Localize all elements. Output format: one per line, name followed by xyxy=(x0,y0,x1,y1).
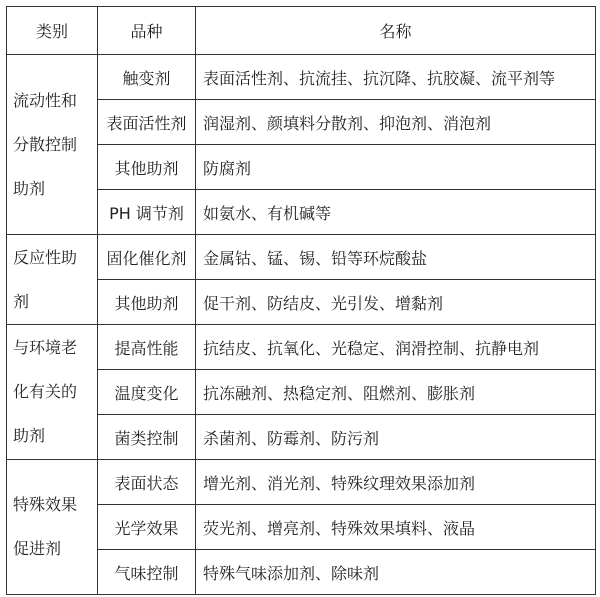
header-row xyxy=(7,7,596,55)
kind-cell: 触变剂 xyxy=(98,55,196,100)
name-cell: 促干剂、防结皮、光引发、增黏剂 xyxy=(196,280,596,325)
kind-cell: 表面状态 xyxy=(98,460,196,505)
kind-cell: 表面活性剂 xyxy=(98,100,196,145)
kind-cell: 光学效果 xyxy=(98,505,196,550)
name-cell: 抗冻融剂、热稳定剂、阻燃剂、膨胀剂 xyxy=(196,370,596,415)
header-kind: 品种 xyxy=(98,7,196,55)
name-cell: 杀菌剂、防霉剂、防污剂 xyxy=(196,415,596,460)
name-cell: 特殊气味添加剂、除味剂 xyxy=(196,550,596,595)
table-row xyxy=(7,55,596,100)
name-cell: 增光剂、消光剂、特殊纹理效果添加剂 xyxy=(196,460,596,505)
kind-cell: 其他助剂 xyxy=(98,280,196,325)
name-cell: 抗结皮、抗氧化、光稳定、润滑控制、抗静电剂 xyxy=(196,325,596,370)
additives-table xyxy=(6,6,596,595)
header-name: 名称 xyxy=(196,7,596,55)
table-row xyxy=(7,325,596,370)
category-cell: 与环境老化有关的助剂 xyxy=(7,325,98,460)
category-cell: 反应性助剂 xyxy=(7,235,98,325)
name-cell: 润湿剂、颜填料分散剂、抑泡剂、消泡剂 xyxy=(196,100,596,145)
table-row xyxy=(7,235,596,280)
kind-cell: PH 调节剂 xyxy=(98,190,196,235)
name-cell: 表面活性剂、抗流挂、抗沉降、抗胶凝、流平剂等 xyxy=(196,55,596,100)
header-category: 类别 xyxy=(7,7,98,55)
kind-cell: 菌类控制 xyxy=(98,415,196,460)
kind-cell: 固化催化剂 xyxy=(98,235,196,280)
name-cell: 如氨水、有机碱等 xyxy=(196,190,596,235)
kind-cell: 气味控制 xyxy=(98,550,196,595)
name-cell: 金属钴、锰、锡、铅等环烷酸盐 xyxy=(196,235,596,280)
kind-cell: 提高性能 xyxy=(98,325,196,370)
name-cell: 荧光剂、增亮剂、特殊效果填料、液晶 xyxy=(196,505,596,550)
table-row xyxy=(7,460,596,505)
kind-cell: 其他助剂 xyxy=(98,145,196,190)
name-cell: 防腐剂 xyxy=(196,145,596,190)
category-cell: 特殊效果促进剂 xyxy=(7,460,98,595)
category-cell: 流动性和分散控制助剂 xyxy=(7,55,98,235)
kind-cell: 温度变化 xyxy=(98,370,196,415)
